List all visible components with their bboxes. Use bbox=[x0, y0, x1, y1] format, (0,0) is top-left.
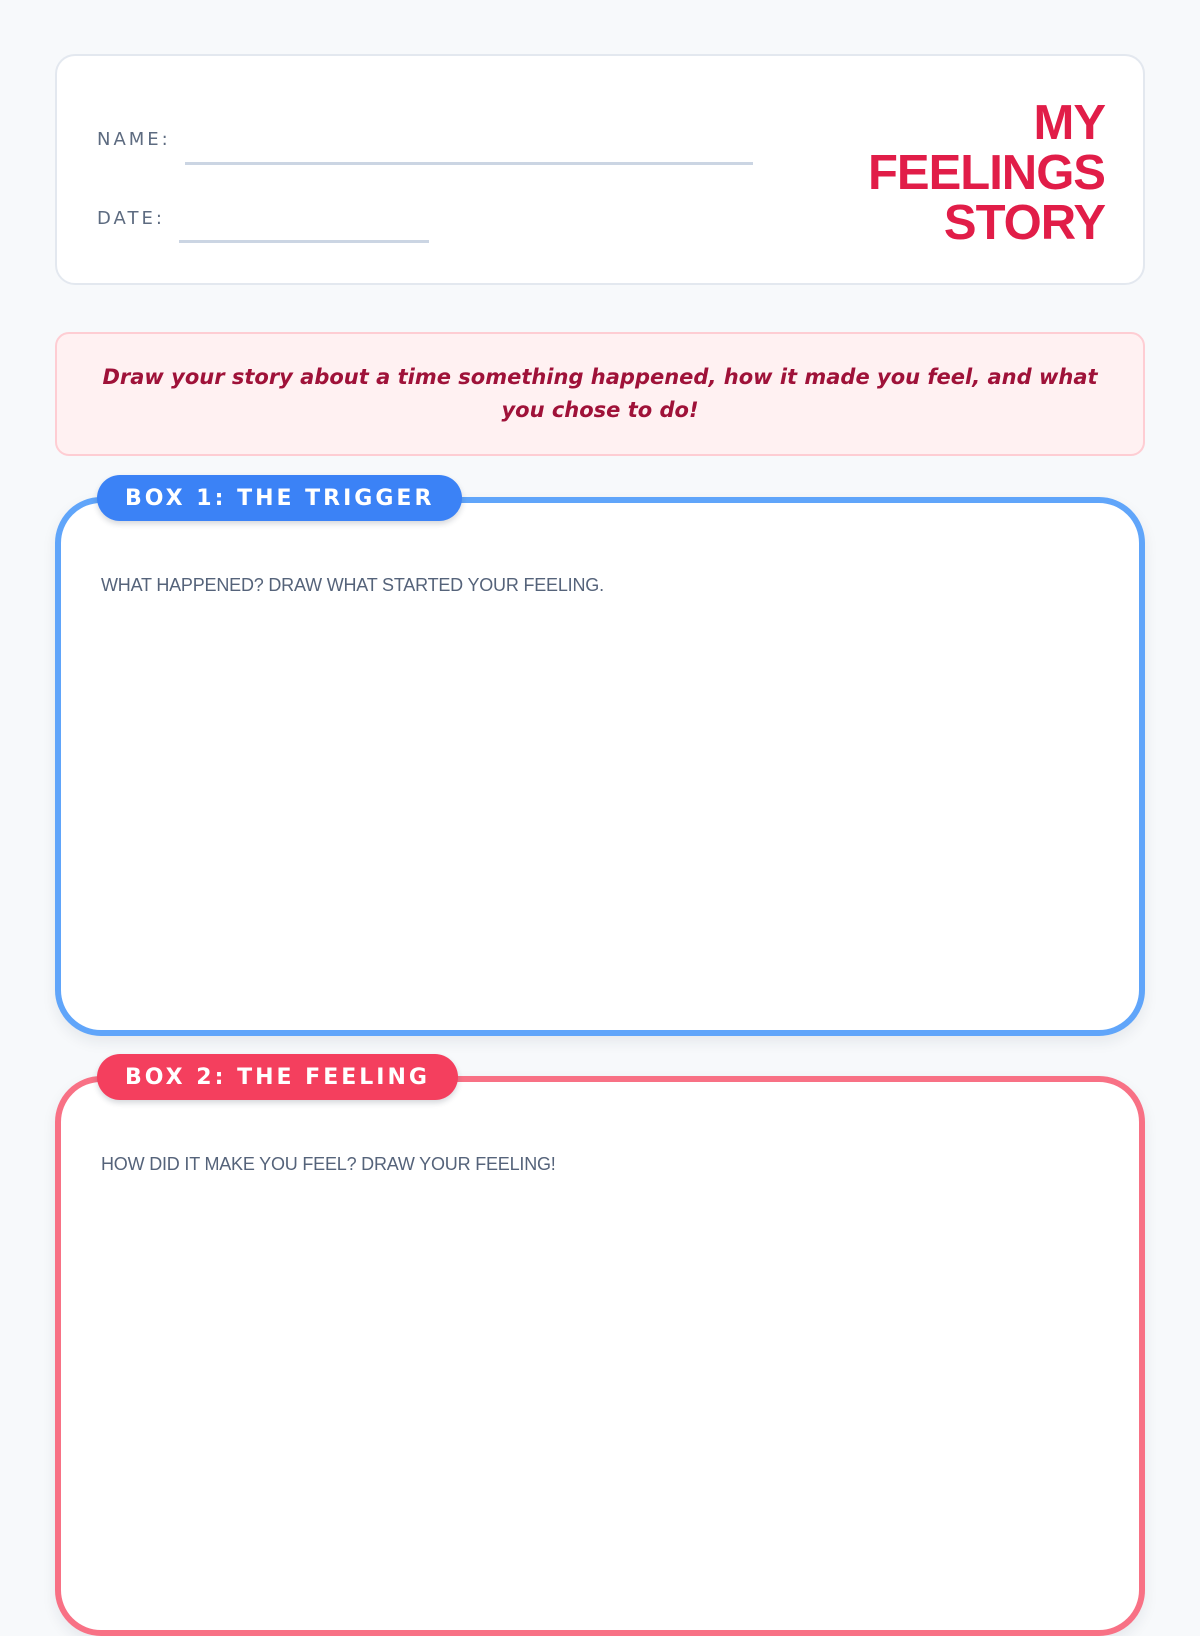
instructions-text: Draw your story about a time something happened, how it made you feel, and what you chose to do! bbox=[102, 365, 1098, 422]
instructions-banner bbox=[55, 332, 1145, 456]
date-label: DATE: bbox=[97, 208, 165, 229]
page-title bbox=[868, 98, 1105, 248]
feeling-drawing-box[interactable] bbox=[55, 1064, 1145, 1636]
header-card bbox=[55, 54, 1145, 285]
feeling-box-tab: BOX 2: THE FEELING bbox=[97, 1054, 458, 1100]
trigger-drawing-box[interactable] bbox=[55, 485, 1145, 1036]
title-line: FEELINGS bbox=[867, 146, 1105, 200]
trigger-prompt: WHAT HAPPENED? DRAW WHAT STARTED YOUR FEELING. bbox=[101, 575, 604, 595]
title-line: MY bbox=[1033, 96, 1105, 150]
trigger-box-tab: BOX 1: THE TRIGGER bbox=[97, 475, 462, 521]
name-field[interactable] bbox=[185, 162, 753, 165]
title-line: STORY bbox=[943, 196, 1105, 250]
name-label: NAME: bbox=[97, 129, 171, 150]
feeling-prompt: HOW DID IT MAKE YOU FEEL? DRAW YOUR FEELING! bbox=[101, 1154, 556, 1174]
date-field[interactable] bbox=[179, 240, 429, 243]
